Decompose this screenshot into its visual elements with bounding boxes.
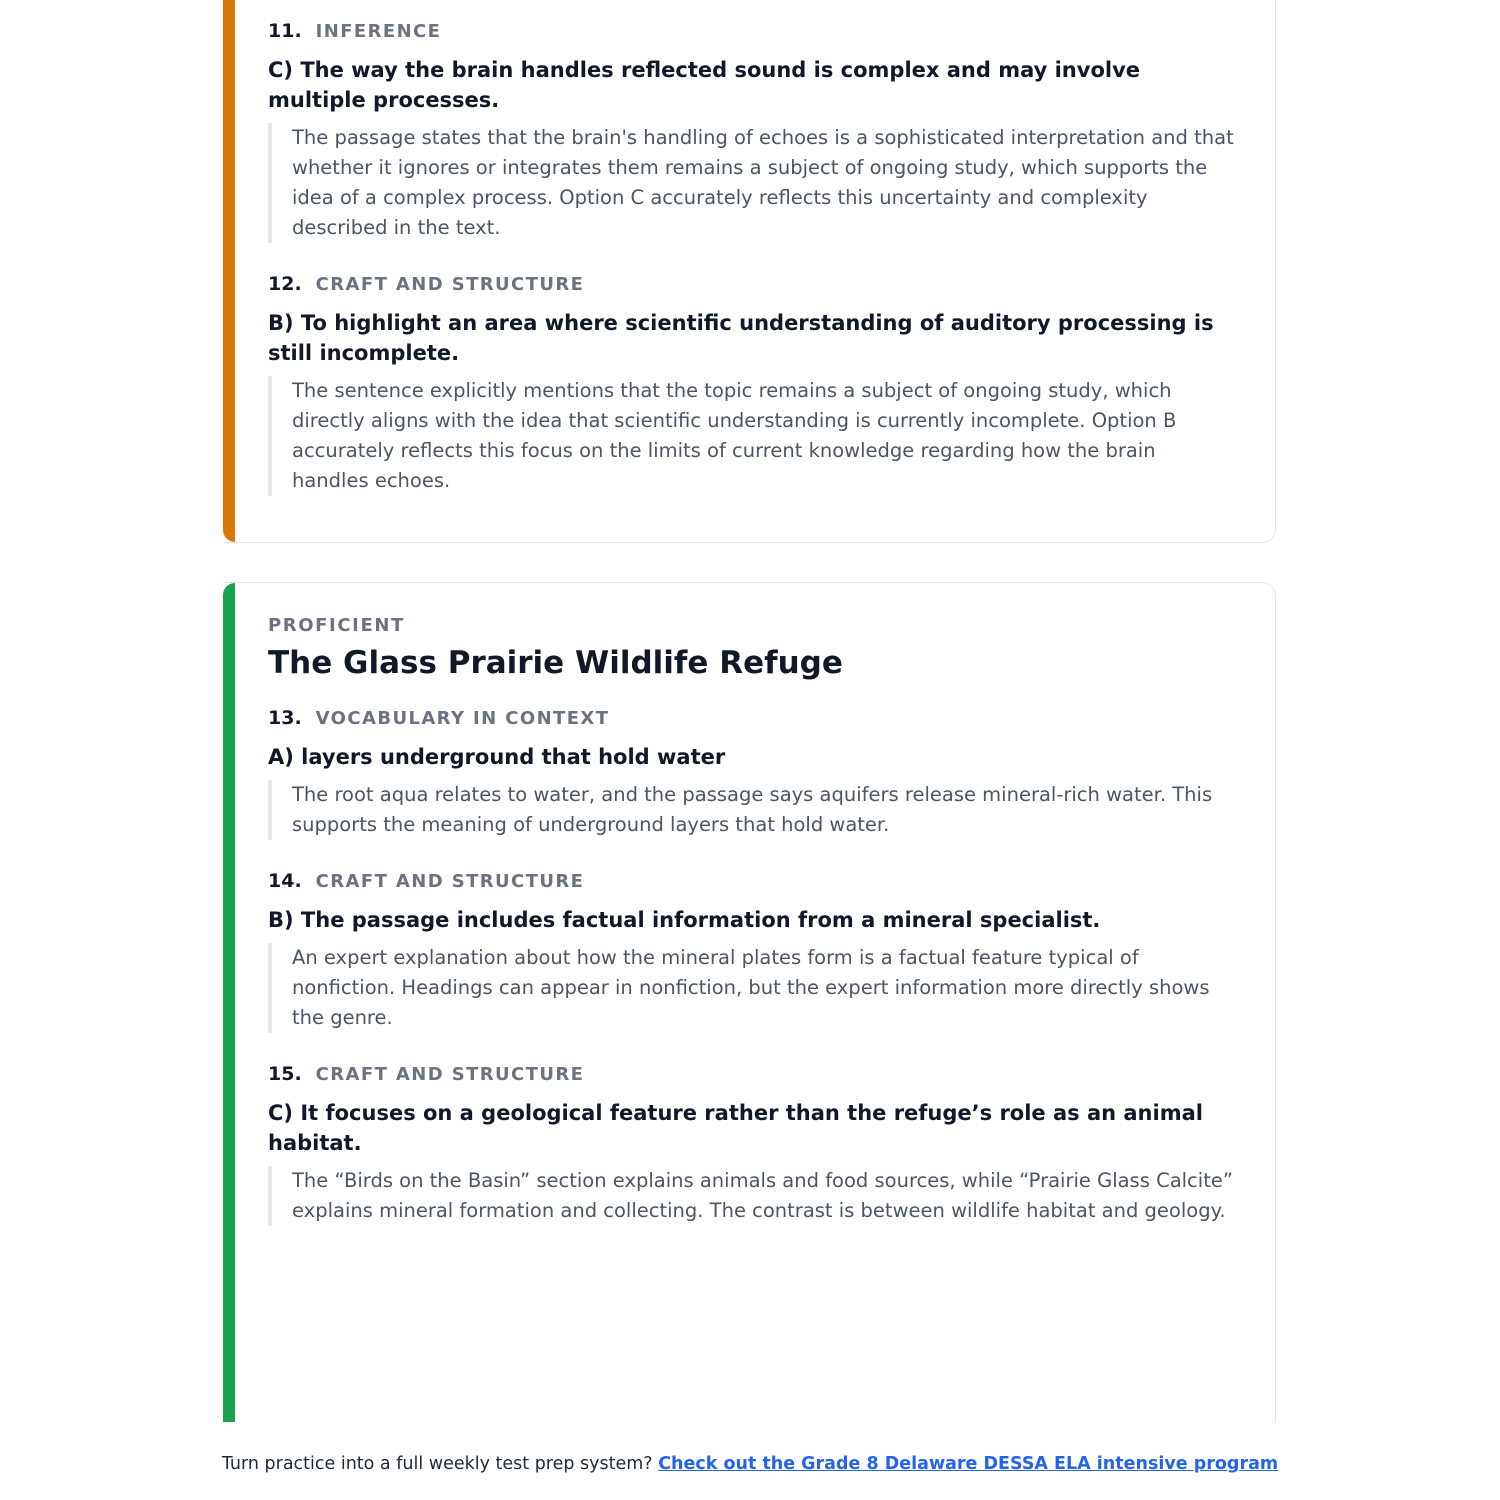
question-header xyxy=(268,1061,1237,1088)
question-header xyxy=(268,18,1237,45)
question-number: 11. xyxy=(268,20,302,42)
correct-answer: A) layers underground that hold water xyxy=(268,745,726,769)
level-label: PROFICIENT xyxy=(268,615,405,636)
correct-answer: C) The way the brain handles reflected sound is complex and may involve multiple processes. xyxy=(268,58,1141,112)
card-content xyxy=(268,18,1237,524)
question-header xyxy=(268,868,1237,895)
footer-text: Turn practice into a full weekly test prep system? xyxy=(221,1454,653,1474)
question-header xyxy=(268,705,1237,732)
question-category: CRAFT AND STRUCTURE xyxy=(315,871,585,892)
question-item xyxy=(268,705,1237,840)
answer-explanation: The root aqua relates to water, and the passage says aquifers release mineral-rich water. This supports the meaning of underground layers that hold water. xyxy=(268,780,1237,840)
answer-explanation: An expert explanation about how the mineral plates form is a factual feature typical of nonfiction. Headings can appear in nonfiction, but the expert information more directly shows the genre. xyxy=(268,943,1237,1033)
answer-explanation: The passage states that the brain's handling of echoes is a sophisticated interpretation and that whether it ignores or integrates them remains a subject of ongoing study, which supports the idea of a complex process. Option C accurately reflects this uncertainty and complexity described in the text. xyxy=(268,123,1237,243)
correct-answer: B) The passage includes factual information from a mineral specialist. xyxy=(268,908,1101,932)
card-accent-bar xyxy=(223,583,235,1422)
question-number: 13. xyxy=(268,707,302,729)
card-content xyxy=(268,613,1237,1254)
question-header xyxy=(268,271,1237,298)
question-item xyxy=(268,271,1237,496)
correct-answer: B) To highlight an area where scientific understanding of auditory processing is still incomplete. xyxy=(268,311,1214,365)
answer-explanation: The “Birds on the Basin” section explains animals and food sources, while “Prairie Glass Calcite” explains mineral formation and collecting. The contrast is between wildlife habitat and geology. xyxy=(268,1166,1237,1226)
question-number: 15. xyxy=(268,1063,302,1085)
question-category: CRAFT AND STRUCTURE xyxy=(315,1064,585,1085)
question-category: CRAFT AND STRUCTURE xyxy=(315,274,585,295)
card-accent-bar xyxy=(223,0,235,542)
answer-explanation: The sentence explicitly mentions that the topic remains a subject of ongoing study, which directly aligns with the idea that scientific understanding is currently incomplete. Option B accurately reflects this focus on the limits of current knowledge regarding how the brain handles echoes. xyxy=(268,376,1237,496)
question-number: 12. xyxy=(268,273,302,295)
passage-title: The Glass Prairie Wildlife Refuge xyxy=(268,645,843,681)
question-category: INFERENCE xyxy=(315,21,442,42)
question-item xyxy=(268,868,1237,1033)
question-item xyxy=(268,18,1237,243)
program-link[interactable]: Check out the Grade 8 Delaware DESSA ELA intensive program xyxy=(658,1454,1279,1474)
question-number: 14. xyxy=(268,870,302,892)
question-item xyxy=(268,1061,1237,1226)
footer-promo xyxy=(0,1450,1500,1478)
answer-card-proficient xyxy=(223,582,1276,1422)
answer-card-inference xyxy=(223,0,1276,543)
question-category: VOCABULARY IN CONTEXT xyxy=(315,708,610,729)
correct-answer: C) It focuses on a geological feature rather than the refuge’s role as an animal habitat. xyxy=(268,1101,1203,1155)
